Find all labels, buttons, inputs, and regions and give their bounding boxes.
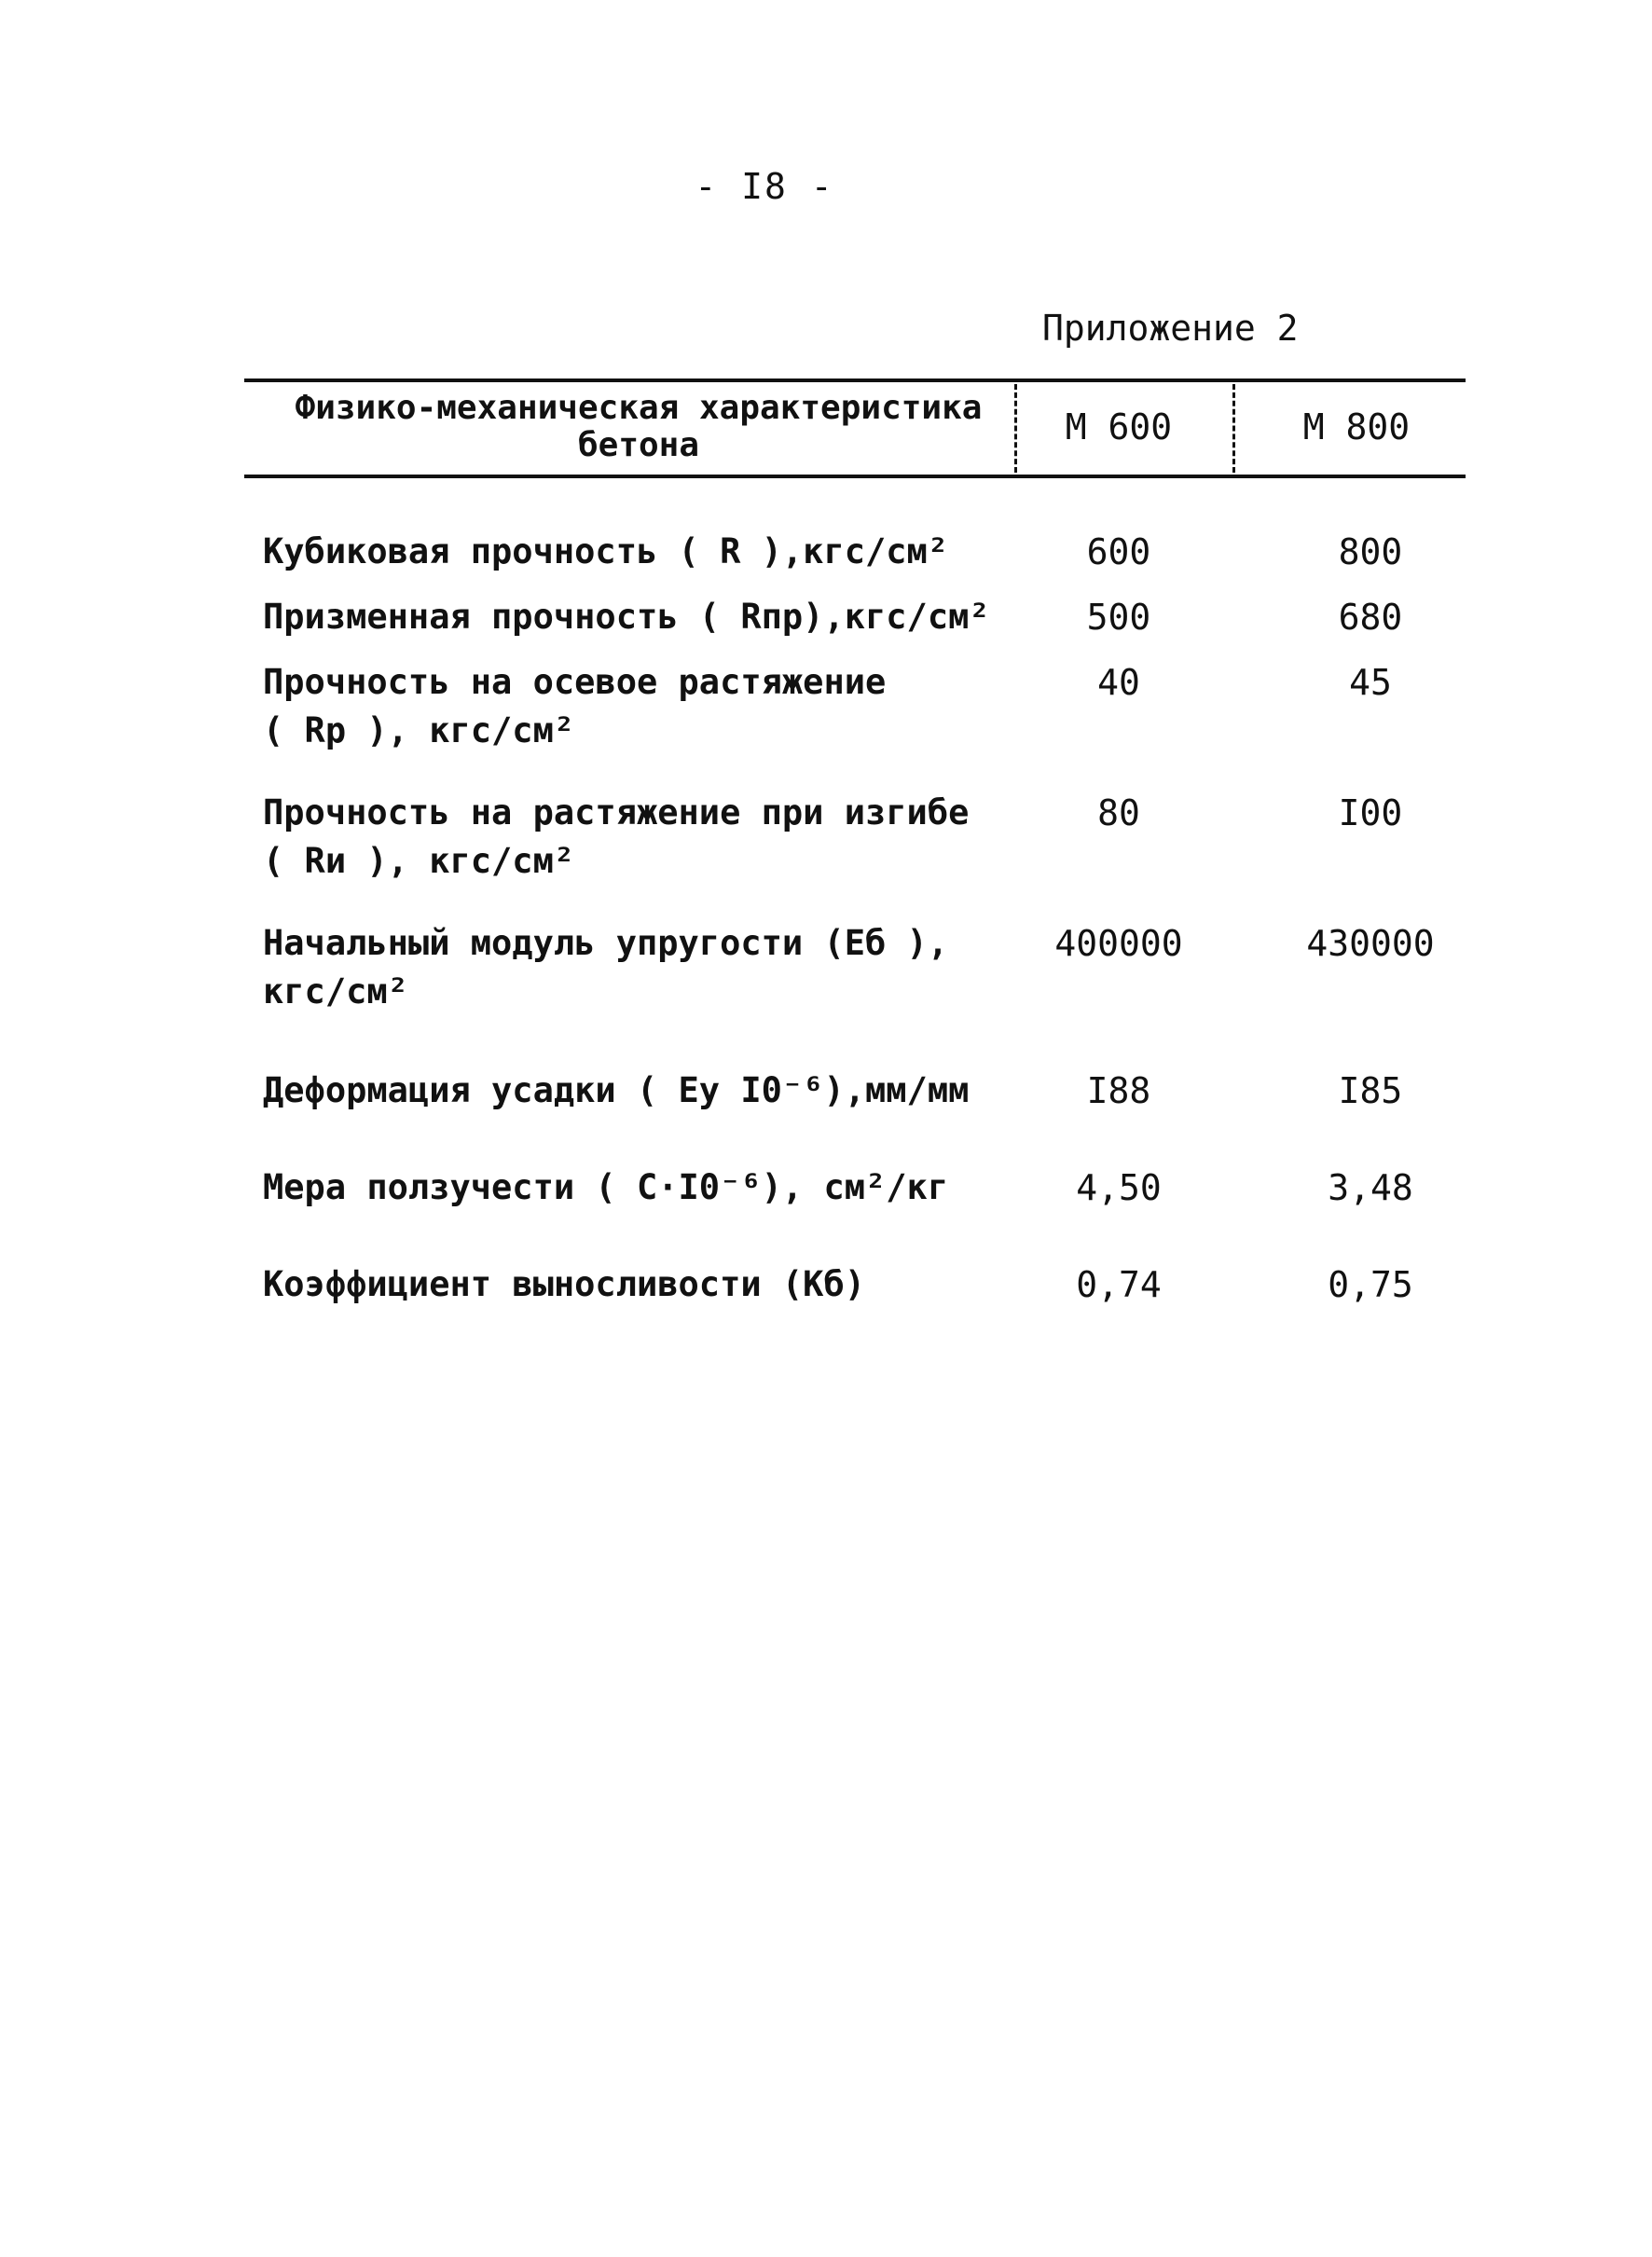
row-label: Кубиковая прочность ( R ),кгс/см² [263, 531, 949, 571]
value-m800: 680 [1338, 597, 1403, 638]
value-m600: 0,74 [1076, 1264, 1162, 1305]
value-m800: I00 [1338, 792, 1403, 833]
appendix-label: Приложение 2 [1042, 308, 1299, 349]
row-label: Начальный модуль упругости (Eб ), кгс/см² [263, 923, 949, 1012]
row-label: Прочность на осевое растяжение ( Rр ), кгс/см² [263, 662, 887, 750]
value-m600: 4,50 [1076, 1167, 1162, 1208]
column-separator [1014, 384, 1017, 473]
value-m800: 45 [1349, 662, 1392, 703]
value-m800: I85 [1338, 1070, 1403, 1111]
value-m600: I88 [1086, 1070, 1151, 1111]
header-m600: М 600 [1065, 406, 1173, 447]
table-header-rule [244, 475, 1466, 478]
value-m600: 40 [1097, 662, 1140, 703]
page-number: - I8 - [695, 166, 834, 207]
row-label: Коэффициент выносливости (Kб) [263, 1264, 866, 1304]
value-m600: 500 [1086, 597, 1151, 638]
header-characteristic: Физико-механическая характеристика бетона [295, 389, 983, 464]
value-m800: 800 [1338, 531, 1403, 572]
row-label: Прочность на растяжение при изгибе ( Rи ), кгс/см² [263, 792, 970, 881]
value-m800: 3,48 [1328, 1167, 1413, 1208]
row-label: Мера ползучести ( C·I0⁻⁶), см²/кг [263, 1167, 949, 1207]
row-label: Призменная прочность ( Rпр),кгс/см² [263, 597, 990, 637]
header-m800: М 800 [1302, 406, 1411, 447]
row-label: Деформация усадки ( Eу I0⁻⁶),мм/мм [263, 1070, 970, 1110]
value-m600: 600 [1086, 531, 1151, 572]
table-top-rule [244, 378, 1466, 382]
value-m600: 400000 [1054, 923, 1183, 964]
column-separator [1232, 384, 1235, 473]
value-m800: 430000 [1306, 923, 1435, 964]
value-m600: 80 [1097, 792, 1140, 833]
value-m800: 0,75 [1328, 1264, 1413, 1305]
